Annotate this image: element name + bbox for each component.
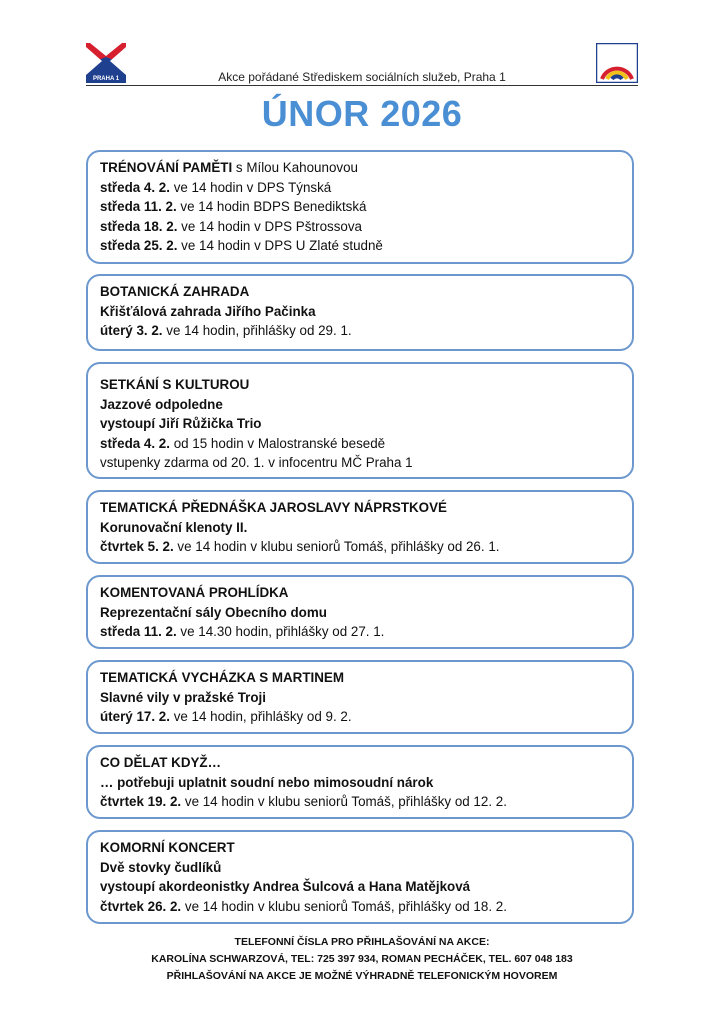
event-subheading: Korunovační klenoty II. bbox=[100, 519, 248, 535]
event-detail: ve 14 hodin v DPS U Zlaté studně bbox=[177, 238, 383, 253]
event-heading: BOTANICKÁ ZAHRADA bbox=[100, 284, 250, 299]
footer-contact bbox=[0, 934, 724, 985]
event-subheading: Křišťálová zahrada Jiřího Pačinka bbox=[100, 303, 316, 319]
event-date-line bbox=[100, 453, 620, 473]
event-box-walk bbox=[86, 660, 634, 734]
event-heading: SETKÁNÍ S KULTUROU bbox=[100, 377, 250, 392]
event-detail: ve 14 hodin v klubu seniorů Tomáš, přihlášky od 12. 2. bbox=[181, 794, 507, 809]
event-date-line bbox=[100, 622, 620, 642]
event-detail: ve 14.30 hodin, přihlášky od 27. 1. bbox=[176, 624, 385, 639]
event-detail: od 15 hodin v Malostranské besedě bbox=[169, 435, 386, 451]
praha1-logo-text: PRAHA 1 bbox=[92, 76, 120, 82]
event-date-line bbox=[100, 897, 620, 917]
event-date: středa 25. 2. bbox=[100, 238, 178, 253]
event-heading-suffix: s Mílou Kahounovou bbox=[232, 160, 358, 175]
event-date: středa 11. 2. bbox=[100, 624, 177, 639]
event-heading: CO DĚLAT KDYŽ… bbox=[100, 755, 222, 770]
event-box-memory-training bbox=[86, 150, 634, 264]
event-heading: KOMENTOVANÁ PROHLÍDKA bbox=[100, 585, 289, 600]
event-box-culture-meeting bbox=[86, 362, 634, 479]
event-date-line bbox=[100, 321, 620, 341]
event-heading: KOMORNÍ KONCERT bbox=[100, 840, 235, 855]
event-detail: ve 14 hodin, přihlášky od 9. 2. bbox=[169, 709, 352, 724]
event-date: úterý 17. 2. bbox=[100, 709, 170, 724]
event-date-line bbox=[100, 217, 620, 237]
event-date-line bbox=[100, 434, 620, 454]
event-heading: TRÉNOVÁNÍ PAMĚTI bbox=[100, 160, 233, 175]
event-box-botanical-garden bbox=[86, 274, 634, 351]
event-date: úterý 3. 2. bbox=[100, 323, 163, 338]
event-date: středa 18. 2. bbox=[100, 218, 178, 234]
event-date-line bbox=[100, 178, 620, 198]
event-date-line bbox=[100, 707, 620, 727]
event-detail: ve 14 hodin v DPS Pštrossova bbox=[177, 218, 363, 234]
event-detail: ve 14 hodin v klubu seniorů Tomáš, přihlášky od 26. 1. bbox=[173, 539, 500, 554]
event-box-what-to-do bbox=[86, 745, 634, 819]
event-subheading-2: vystoupí akordeonistky Andrea Šulcová a Hana Matějková bbox=[100, 879, 471, 894]
event-date: čtvrtek 26. 2. bbox=[100, 898, 182, 914]
event-date: čtvrtek 19. 2. bbox=[100, 794, 182, 809]
header-divider bbox=[86, 85, 638, 86]
event-date-line bbox=[100, 537, 620, 557]
event-date: středa 4. 2. bbox=[100, 179, 170, 195]
event-subheading-2: vystoupí Jiří Růžička Trio bbox=[100, 416, 262, 431]
event-subheading: Slavné vily v pražské Troji bbox=[100, 689, 266, 705]
page-title: ÚNOR 2026 bbox=[261, 93, 463, 134]
event-heading-line bbox=[100, 158, 620, 178]
event-detail: ve 14 hodin BDPS Benediktská bbox=[176, 199, 367, 214]
event-heading: TEMATICKÁ VYCHÁZKA S MARTINEM bbox=[100, 670, 344, 685]
event-date-line bbox=[100, 236, 620, 256]
footer-line-2: KAROLÍNA SCHWARZOVÁ, TEL: 725 397 934, ROMAN PECHÁČEK, TEL. 607 048 183 bbox=[151, 953, 573, 965]
event-subheading: Dvě stovky čudlíků bbox=[100, 859, 222, 875]
event-box-chamber-concert bbox=[86, 830, 634, 924]
event-date: středa 4. 2. bbox=[100, 435, 170, 451]
event-detail: ve 14 hodin v DPS Týnská bbox=[169, 179, 332, 195]
event-detail: ve 14 hodin, přihlášky od 29. 1. bbox=[162, 323, 352, 338]
event-detail: ve 14 hodin v klubu seniorů Tomáš, přihlášky od 18. 2. bbox=[181, 898, 507, 914]
event-subheading: … potřebuji uplatnit soudní nebo mimosoudní nárok bbox=[100, 774, 434, 790]
event-date-line bbox=[100, 197, 620, 217]
footer-line-3: PŘIHLAŠOVÁNÍ NA AKCE JE MOŽNÉ VÝHRADNĚ TELEFONICKÝM HOVOREM bbox=[166, 970, 558, 982]
event-date-line bbox=[100, 792, 620, 812]
event-date: čtvrtek 5. 2. bbox=[100, 539, 174, 554]
page-subtitle: Akce pořádané Střediskem sociálních služeb, Praha 1 bbox=[218, 70, 506, 84]
event-subheading: Reprezentační sály Obecního domu bbox=[100, 604, 327, 620]
event-detail: vstupenky zdarma od 20. 1. v infocentru MČ Praha 1 bbox=[100, 455, 413, 470]
event-box-lecture bbox=[86, 490, 634, 564]
event-box-guided-tour bbox=[86, 575, 634, 649]
footer-line-1: TELEFONNÍ ČÍSLA PRO PŘIHLAŠOVÁNÍ NA AKCE: bbox=[234, 936, 490, 948]
event-date: středa 11. 2. bbox=[100, 199, 177, 214]
event-heading: TEMATICKÁ PŘEDNÁŠKA JAROSLAVY NÁPRSTKOVÉ bbox=[100, 500, 447, 515]
event-subheading: Jazzové odpoledne bbox=[100, 396, 223, 412]
